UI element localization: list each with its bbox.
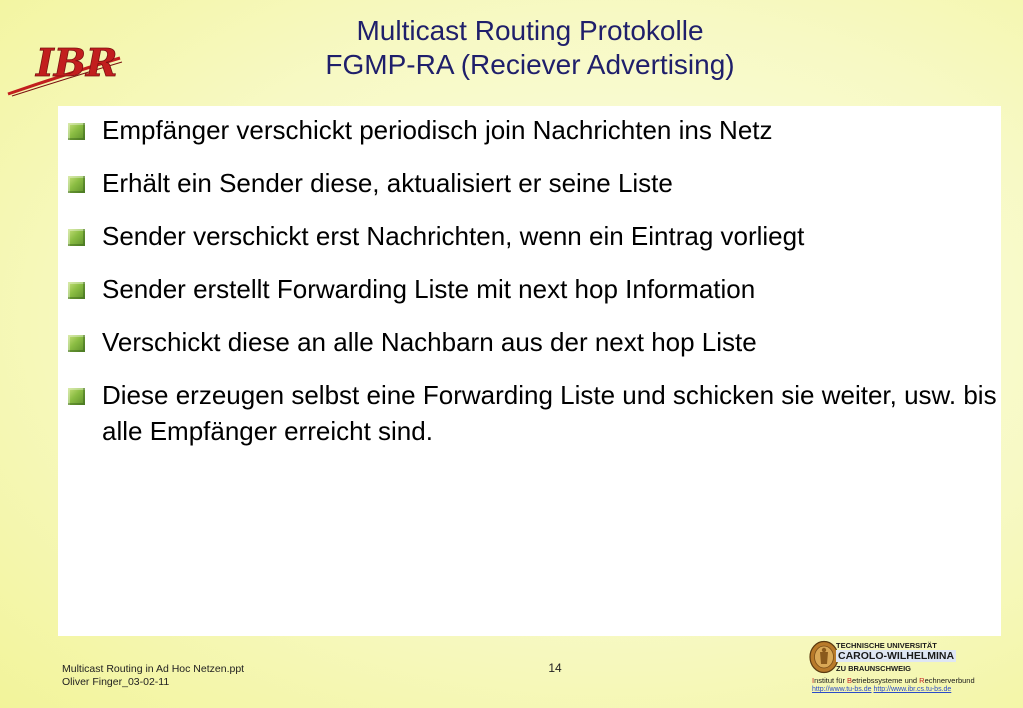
tu-link[interactable]: http://www.tu-bs.de (812, 686, 872, 693)
institute-part: etriebssysteme und (852, 676, 920, 685)
institute-part: echnerverbund (924, 676, 975, 685)
bullet-text: Verschickt diese an alle Nachbarn aus der next hop Liste (102, 327, 757, 357)
bullet-text: Sender verschickt erst Nachrichten, wenn ein Eintrag vorliegt (102, 221, 805, 251)
institute-part: nstitut für (814, 676, 848, 685)
bullet-text: Sender erstellt Forwarding Liste mit next hop Information (102, 274, 756, 304)
content-panel (58, 106, 1001, 636)
institute-initial-i: I (812, 676, 815, 685)
tu-braunschweig-logo (806, 640, 1016, 706)
bullet-item (68, 324, 1003, 360)
bullet-square-icon (68, 229, 85, 246)
institute-initial-b: B (847, 676, 853, 685)
bullet-item (68, 218, 1003, 254)
bullet-square-icon (68, 123, 85, 140)
slide-title-line1: Multicast Routing Protokolle (356, 15, 704, 46)
institute-name (812, 676, 975, 685)
tu-name-line2: CAROLO-WILHELMINA (838, 650, 955, 662)
bullet-list (68, 112, 1003, 466)
bullet-item (68, 377, 1003, 449)
tu-links (812, 686, 951, 693)
footer-info (62, 663, 244, 689)
bullet-item (68, 271, 1003, 307)
bullet-square-icon (68, 388, 85, 405)
ibr-logo-text: IBR (36, 40, 118, 85)
bullet-text: Empfänger verschickt periodisch join Nachrichten ins Netz (102, 115, 773, 145)
tu-name-line3: ZU BRAUNSCHWEIG (836, 664, 911, 673)
institute-initial-r: R (919, 676, 925, 685)
footer-author: Oliver Finger_03-02-11 (62, 676, 170, 688)
slide-title-line2: FGMP-RA (Reciever Advertising) (325, 49, 735, 80)
page-number: 14 (548, 661, 562, 675)
ibr-link[interactable]: http://www.ibr.cs.tu-bs.de (873, 686, 952, 693)
bullet-text: Erhält ein Sender diese, aktualisiert er seine Liste (102, 168, 673, 198)
slide-title (150, 14, 910, 82)
bullet-text: Diese erzeugen selbst eine Forwarding Liste und schicken sie weiter, usw. bis alle Empfänger erreicht sind. (102, 380, 997, 446)
tu-name-line1: TECHNISCHE UNIVERSITÄT (836, 641, 937, 650)
footer-filename: Multicast Routing in Ad Hoc Netzen.ppt (62, 663, 245, 675)
bullet-item (68, 112, 1003, 148)
ibr-logo-graphic (6, 28, 124, 98)
bullet-square-icon (68, 335, 85, 352)
bullet-square-icon (68, 282, 85, 299)
ibr-logo (6, 28, 124, 98)
bullet-item (68, 165, 1003, 201)
bullet-square-icon (68, 176, 85, 193)
